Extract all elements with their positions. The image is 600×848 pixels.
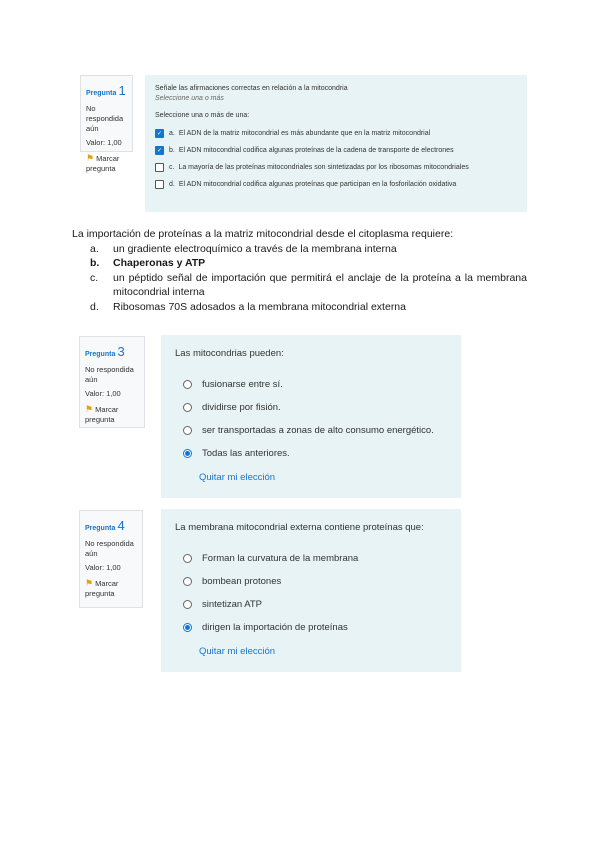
q2-option — [72, 256, 527, 271]
radio-button[interactable] — [183, 449, 192, 458]
radio-button[interactable] — [183, 426, 192, 435]
q3-heading: Pregunta 3 — [85, 344, 125, 359]
q4-options — [175, 547, 447, 639]
q4-content-box — [161, 509, 461, 672]
q4-info-box — [79, 510, 143, 608]
q1-option[interactable] — [155, 176, 517, 193]
option-letter: d. — [90, 300, 99, 313]
option-letter: a. — [169, 130, 175, 137]
q2-option — [72, 271, 527, 300]
q4-heading: Pregunta 4 — [85, 518, 125, 533]
radio-button[interactable] — [183, 403, 192, 412]
q3-option[interactable] — [175, 373, 447, 396]
option-text: un péptido señal de importación que permitirá el anclaje de la proteína a la membrana mitocondrial interna — [113, 271, 527, 298]
q2-text-block — [72, 227, 527, 314]
option-letter: b. — [169, 147, 175, 154]
option-text: ser transportadas a zonas de alto consumo energético. — [202, 425, 434, 436]
q1-option[interactable] — [155, 159, 517, 176]
q1-prompt: Señale las afirmaciones correctas en relación a la mitocondria — [155, 85, 348, 92]
flag-icon: ⚑ — [85, 577, 94, 588]
q3-flag-link[interactable]: ⚑ Marcar pregunta — [85, 403, 119, 425]
q3-score: Valor: 1,00 — [85, 388, 121, 398]
q1-option[interactable] — [155, 125, 517, 142]
option-text: Chaperonas y ATP — [113, 257, 206, 269]
q1-select-label: Seleccione una o más de una: — [155, 112, 250, 119]
q1-option[interactable] — [155, 142, 517, 159]
q1-score: Valor: 1,00 — [86, 137, 122, 147]
q4-prompt: La membrana mitocondrial externa contiene proteínas que: — [175, 522, 424, 533]
q1-flag-link[interactable]: ⚑ Marcar pregunta — [86, 153, 120, 174]
checkbox[interactable]: ✓ — [156, 148, 163, 154]
option-text: Todas las anteriores. — [202, 448, 290, 459]
option-text: fusionarse entre sí. — [202, 379, 283, 390]
radio-button[interactable] — [183, 600, 192, 609]
q4-option[interactable] — [175, 593, 447, 616]
q3-status: No respondida aún — [85, 364, 134, 384]
option-text: bombean protones — [202, 576, 282, 587]
q4-status: No respondida aún — [85, 538, 134, 558]
q3-option[interactable] — [175, 396, 447, 419]
option-text: Forman la curvatura de la membrana — [202, 553, 359, 564]
option-letter: c. — [169, 164, 175, 171]
checkbox[interactable]: ✓ — [156, 131, 163, 137]
q3-option[interactable] — [175, 442, 447, 465]
q4-option[interactable] — [175, 616, 447, 639]
q3-clear-choice-link[interactable]: Quitar mi elección — [199, 472, 276, 483]
q4-score: Valor: 1,00 — [85, 562, 121, 572]
q2-options — [72, 242, 527, 315]
q1-hint: Seleccione una o más — [155, 95, 224, 102]
q4-flag-link[interactable]: ⚑ Marcar pregunta — [85, 577, 119, 599]
q3-info-box — [79, 336, 145, 428]
q4-clear-choice-link[interactable]: Quitar mi elección — [199, 646, 276, 657]
q4-option[interactable] — [175, 570, 447, 593]
option-letter: b. — [90, 257, 100, 269]
q1-heading: Pregunta 1 — [86, 83, 126, 98]
q3-option[interactable] — [175, 419, 447, 442]
option-text: El ADN mitocondrial codifica algunas proteínas de la cadena de transporte de electrones — [178, 147, 454, 154]
flag-icon: ⚑ — [85, 403, 94, 414]
q3-options — [175, 373, 447, 465]
q3-prompt: Las mitocondrias pueden: — [175, 348, 284, 359]
option-text: Ribosomas 70S adosados a la membrana mitocondrial externa — [113, 300, 406, 313]
option-letter: c. — [90, 271, 99, 284]
flag-icon: ⚑ — [86, 153, 95, 164]
option-text: un gradiente electroquímico a través de la membrana interna — [113, 242, 397, 255]
option-text: La mayoría de las proteínas mitocondriales son sintetizadas por los ribosomas mitocondriales — [178, 164, 469, 171]
q1-content-box — [145, 75, 527, 212]
option-text: dividirse por fisión. — [202, 402, 281, 413]
q3-content-box — [161, 335, 461, 498]
option-text: sintetizan ATP — [202, 599, 263, 610]
radio-button[interactable] — [183, 577, 192, 586]
radio-button[interactable] — [183, 554, 192, 563]
q1-info-box — [80, 75, 133, 174]
checkbox[interactable] — [155, 163, 164, 172]
q1-status: No respondida aún — [86, 103, 124, 133]
option-letter: a. — [90, 242, 99, 255]
option-letter: d. — [169, 181, 175, 188]
q2-option — [72, 300, 527, 315]
option-text: El ADN de la matriz mitocondrial es más abundante que en la matriz mitocondrial — [178, 130, 431, 137]
q2-option — [72, 242, 527, 257]
q2-question: La importación de proteínas a la matriz mitocondrial desde el citoplasma requiere: — [72, 228, 454, 240]
q4-option[interactable] — [175, 547, 447, 570]
option-text: El ADN mitocondrial codifica algunas proteínas que participan en la fosforilación oxidativa — [178, 181, 457, 188]
radio-button[interactable] — [183, 623, 192, 632]
radio-button[interactable] — [183, 380, 192, 389]
q1-options — [155, 125, 517, 193]
checkbox[interactable] — [155, 180, 164, 189]
option-text: dirigen la importación de proteínas — [202, 622, 348, 633]
